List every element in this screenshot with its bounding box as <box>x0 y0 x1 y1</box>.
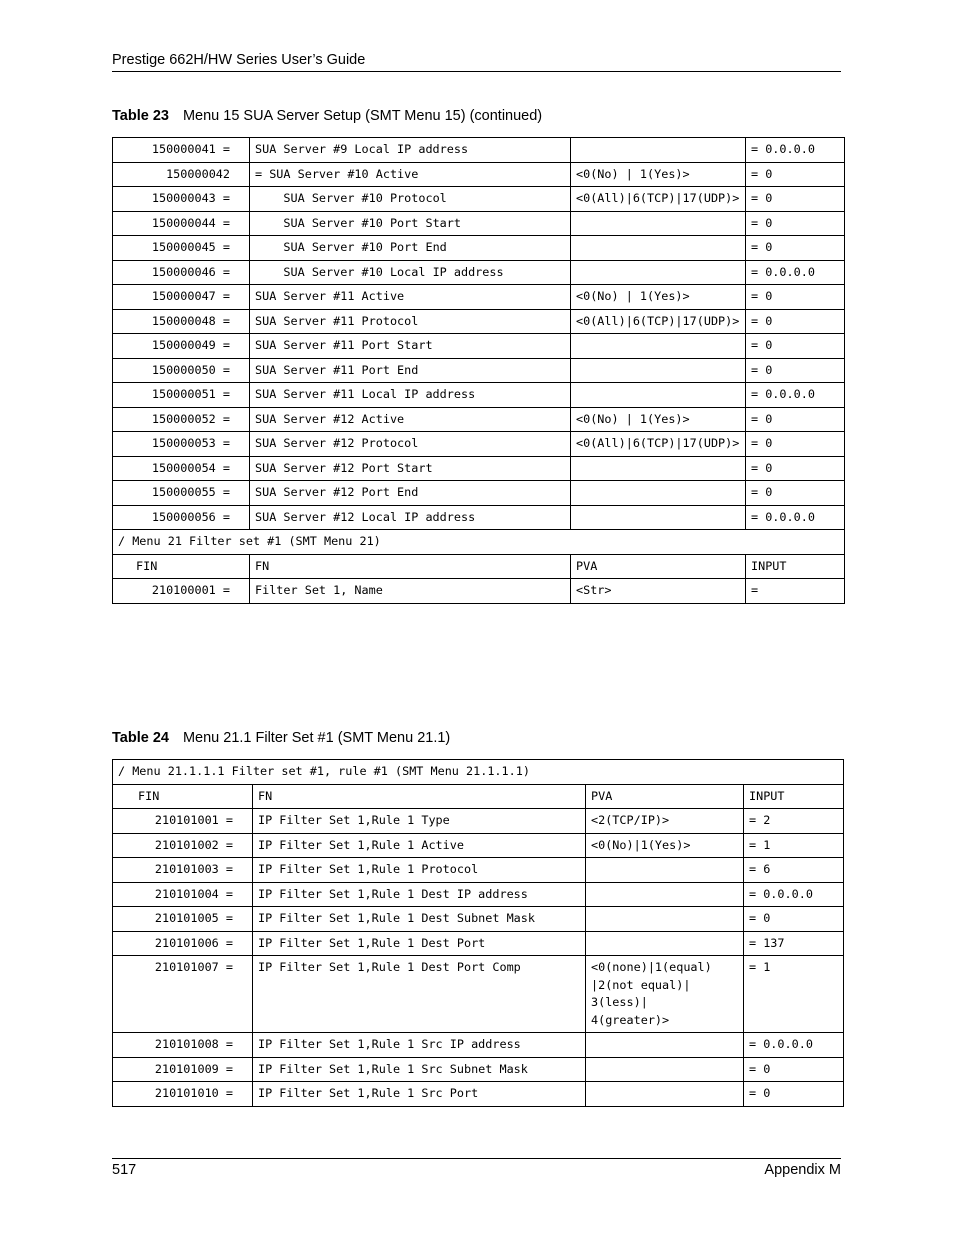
pva-cell <box>586 931 744 956</box>
input-header: INPUT <box>746 554 845 579</box>
input-cell: = 0 <box>746 334 845 359</box>
fn-cell: SUA Server #12 Port Start <box>250 456 571 481</box>
input-cell: = 0 <box>746 481 845 506</box>
fin-cell: 150000043 = <box>113 187 250 212</box>
input-cell: = 0 <box>746 236 845 261</box>
pva-cell: <0(none)|1(equal) |2(not equal)| 3(less)| 4(greater)> <box>586 956 744 1033</box>
pva-cell <box>571 334 746 359</box>
input-cell: = 0.0.0.0 <box>746 138 845 163</box>
fin-cell: 150000042 <box>113 162 250 187</box>
pva-cell <box>586 1033 744 1058</box>
fin-header: FIN <box>113 784 253 809</box>
fn-cell: SUA Server #9 Local IP address <box>250 138 571 163</box>
input-cell: = 0.0.0.0 <box>746 260 845 285</box>
table-row <box>113 579 845 604</box>
fn-cell: = SUA Server #10 Active <box>250 162 571 187</box>
table-row <box>113 211 845 236</box>
fn-cell: IP Filter Set 1,Rule 1 Dest IP address <box>253 882 586 907</box>
fn-cell: IP Filter Set 1,Rule 1 Dest Port <box>253 931 586 956</box>
fn-cell: SUA Server #11 Local IP address <box>250 383 571 408</box>
pva-cell <box>571 260 746 285</box>
page-number: 517 <box>112 1162 137 1178</box>
table-row <box>113 505 845 530</box>
fn-cell: SUA Server #10 Protocol <box>250 187 571 212</box>
pva-cell <box>571 138 746 163</box>
fn-cell: SUA Server #11 Port Start <box>250 334 571 359</box>
pva-cell: <0(No)|1(Yes)> <box>586 833 744 858</box>
fin-cell: 210101008 = <box>113 1033 253 1058</box>
input-header: INPUT <box>744 784 844 809</box>
fin-cell: 210101007 = <box>113 956 253 1033</box>
pva-cell <box>571 358 746 383</box>
table-row <box>113 285 845 310</box>
pva-cell <box>586 1082 744 1107</box>
input-cell: = 0.0.0.0 <box>746 383 845 408</box>
pva-cell <box>571 211 746 236</box>
fin-cell: 150000046 = <box>113 260 250 285</box>
table-23-body <box>113 138 845 530</box>
fn-cell: IP Filter Set 1,Rule 1 Active <box>253 833 586 858</box>
input-cell: = 0 <box>746 358 845 383</box>
input-cell: = 0 <box>744 1057 844 1082</box>
input-cell: = 0 <box>746 432 845 457</box>
footer-section: Appendix M <box>764 1162 841 1178</box>
pva-header: PVA <box>586 784 744 809</box>
pva-header: PVA <box>571 554 746 579</box>
input-cell: = 1 <box>744 956 844 1033</box>
fn-header: FN <box>253 784 586 809</box>
fn-cell: IP Filter Set 1,Rule 1 Dest Port Comp <box>253 956 586 1033</box>
table-row <box>113 907 844 932</box>
fin-cell: 150000056 = <box>113 505 250 530</box>
fin-cell: 150000048 = <box>113 309 250 334</box>
fin-cell: 210101009 = <box>113 1057 253 1082</box>
page-header: Prestige 662H/HW Series User’s Guide <box>112 52 366 68</box>
pva-cell: <0(No) | 1(Yes)> <box>571 162 746 187</box>
pva-cell: <0(All)|6(TCP)|17(UDP)> <box>571 309 746 334</box>
fin-cell: 150000050 = <box>113 358 250 383</box>
fin-cell: 150000053 = <box>113 432 250 457</box>
header-row <box>113 784 844 809</box>
pva-cell <box>571 456 746 481</box>
pva-cell: <2(TCP/IP)> <box>586 809 744 834</box>
input-cell: = 137 <box>744 931 844 956</box>
fin-cell: 210101003 = <box>113 858 253 883</box>
fin-cell: 150000052 = <box>113 407 250 432</box>
fn-cell: SUA Server #11 Port End <box>250 358 571 383</box>
table-row <box>113 432 845 457</box>
input-cell: = 0.0.0.0 <box>746 505 845 530</box>
fn-cell: IP Filter Set 1,Rule 1 Dest Subnet Mask <box>253 907 586 932</box>
fin-cell: 210101010 = <box>113 1082 253 1107</box>
table-24-body <box>113 809 844 1107</box>
header-divider <box>112 71 841 72</box>
pva-cell <box>571 383 746 408</box>
pva-cell <box>571 236 746 261</box>
fin-cell: 150000047 = <box>113 285 250 310</box>
section-cell: / Menu 21 Filter set #1 (SMT Menu 21) <box>113 530 845 555</box>
pva-cell <box>586 858 744 883</box>
input-cell: = 0 <box>746 309 845 334</box>
fin-cell: 210101004 = <box>113 882 253 907</box>
pva-cell <box>571 481 746 506</box>
table-row <box>113 1057 844 1082</box>
fn-cell: IP Filter Set 1,Rule 1 Type <box>253 809 586 834</box>
input-cell: = 0 <box>746 211 845 236</box>
fin-cell: 150000054 = <box>113 456 250 481</box>
fin-cell: 210100001 = <box>113 579 250 604</box>
section-cell: / Menu 21.1.1.1 Filter set #1, rule #1 (SMT Menu 21.1.1.1) <box>113 760 844 785</box>
pva-cell <box>586 1057 744 1082</box>
fin-cell: 210101005 = <box>113 907 253 932</box>
table-24-number: Table 24 <box>112 730 169 746</box>
fn-header: FN <box>250 554 571 579</box>
fin-cell: 150000049 = <box>113 334 250 359</box>
header-row <box>113 554 845 579</box>
pva-cell <box>571 505 746 530</box>
table-row <box>113 809 844 834</box>
pva-cell: <0(No) | 1(Yes)> <box>571 285 746 310</box>
table-row <box>113 833 844 858</box>
pva-cell <box>586 882 744 907</box>
fn-cell: IP Filter Set 1,Rule 1 Src Subnet Mask <box>253 1057 586 1082</box>
fin-cell: 150000041 = <box>113 138 250 163</box>
table-row <box>113 334 845 359</box>
pva-cell: <0(All)|6(TCP)|17(UDP)> <box>571 187 746 212</box>
table-24-caption <box>112 730 450 746</box>
input-cell: = 0 <box>746 162 845 187</box>
table-row <box>113 1082 844 1107</box>
table-23-number: Table 23 <box>112 108 169 124</box>
table-row <box>113 407 845 432</box>
input-cell: = 0 <box>744 1082 844 1107</box>
fn-cell: IP Filter Set 1,Rule 1 Protocol <box>253 858 586 883</box>
input-cell: = 0.0.0.0 <box>744 1033 844 1058</box>
fin-cell: 150000044 = <box>113 211 250 236</box>
table-24 <box>112 759 844 1107</box>
fn-cell: Filter Set 1, Name <box>250 579 571 604</box>
table-24-title: Menu 21.1 Filter Set #1 (SMT Menu 21.1) <box>182 730 451 746</box>
table-row <box>113 456 845 481</box>
table-row <box>113 236 845 261</box>
pva-cell: <Str> <box>571 579 746 604</box>
fn-cell: SUA Server #10 Local IP address <box>250 260 571 285</box>
fin-cell: 150000051 = <box>113 383 250 408</box>
input-cell: = 0.0.0.0 <box>744 882 844 907</box>
fn-cell: SUA Server #10 Port Start <box>250 211 571 236</box>
table-23-footer-rows <box>113 530 845 604</box>
table-row <box>113 1033 844 1058</box>
footer-divider <box>112 1158 841 1159</box>
pva-cell: <0(No) | 1(Yes)> <box>571 407 746 432</box>
fin-cell: 210101002 = <box>113 833 253 858</box>
fn-cell: SUA Server #12 Local IP address <box>250 505 571 530</box>
table-row <box>113 260 845 285</box>
fn-cell: SUA Server #10 Port End <box>250 236 571 261</box>
section-row <box>113 760 844 785</box>
table-row <box>113 882 844 907</box>
fn-cell: SUA Server #11 Active <box>250 285 571 310</box>
table-row <box>113 187 845 212</box>
fin-header: FIN <box>113 554 250 579</box>
fn-cell: IP Filter Set 1,Rule 1 Src Port <box>253 1082 586 1107</box>
fin-cell: 150000055 = <box>113 481 250 506</box>
table-row <box>113 383 845 408</box>
table-row <box>113 481 845 506</box>
pva-cell <box>586 907 744 932</box>
fn-cell: IP Filter Set 1,Rule 1 Src IP address <box>253 1033 586 1058</box>
table-row <box>113 309 845 334</box>
table-23-caption <box>112 108 542 124</box>
table-row <box>113 138 845 163</box>
table-23-title: Menu 15 SUA Server Setup (SMT Menu 15) (continued) <box>182 108 543 124</box>
fn-cell: SUA Server #12 Protocol <box>250 432 571 457</box>
input-cell: = 0 <box>746 456 845 481</box>
input-cell: = <box>746 579 845 604</box>
input-cell: = 0 <box>746 407 845 432</box>
table-row <box>113 162 845 187</box>
fn-cell: SUA Server #12 Port End <box>250 481 571 506</box>
fin-cell: 210101001 = <box>113 809 253 834</box>
table-23 <box>112 137 845 604</box>
table-24-head-rows <box>113 760 844 809</box>
fin-cell: 150000045 = <box>113 236 250 261</box>
pva-cell: <0(All)|6(TCP)|17(UDP)> <box>571 432 746 457</box>
fn-cell: SUA Server #12 Active <box>250 407 571 432</box>
input-cell: = 2 <box>744 809 844 834</box>
input-cell: = 6 <box>744 858 844 883</box>
table-row <box>113 931 844 956</box>
input-cell: = 1 <box>744 833 844 858</box>
table-row <box>113 358 845 383</box>
input-cell: = 0 <box>746 285 845 310</box>
input-cell: = 0 <box>746 187 845 212</box>
fin-cell: 210101006 = <box>113 931 253 956</box>
input-cell: = 0 <box>744 907 844 932</box>
fn-cell: SUA Server #11 Protocol <box>250 309 571 334</box>
table-row <box>113 858 844 883</box>
table-row <box>113 956 844 1033</box>
section-row <box>113 530 845 555</box>
